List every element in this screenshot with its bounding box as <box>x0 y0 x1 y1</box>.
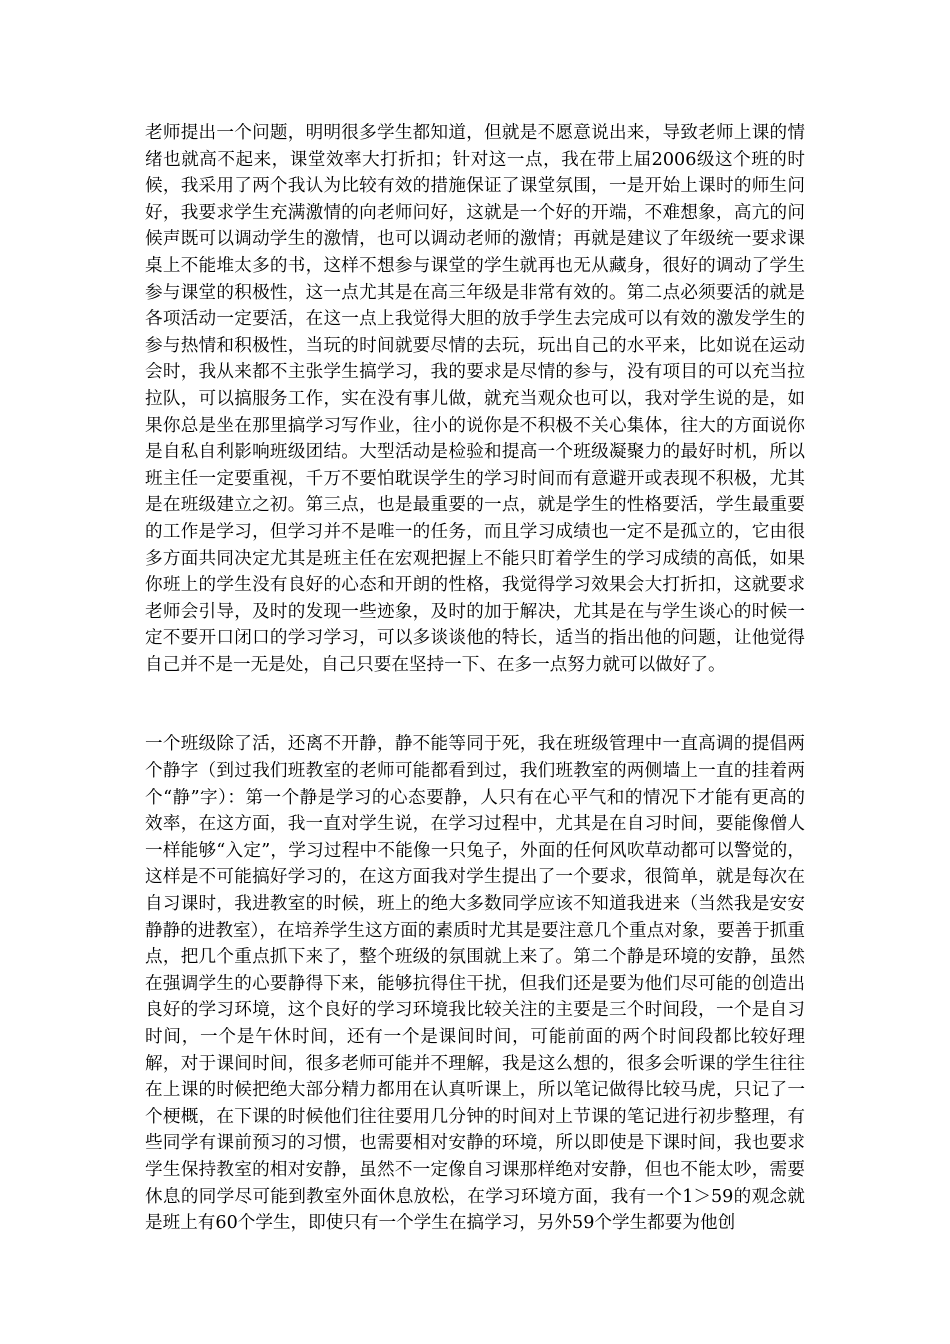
paragraph-quietness: 一个班级除了活，还离不开静，静不能等同于死，我在班级管理中一直高调的提倡两个静字（到过我们班教室的老师可能都看到过，我们班教室的两侧墙上一直的挂着两个“静”字）：第一个静是学习的心态要静，人只有在心平气和的情况下才能有更高的效率，在这方面，我一直对学生说，在学习过程中，尤其是在自习时间，要能像僧人一样能够“入定”，学习过程中不能像一只兔子，外面的任何风吹草动都可以警觉的，这样是不可能搞好学习的，在这方面我对学生提出了一个要求，很简单，就是每次在自习课时，我进教室的时候，班上的绝大多数同学应该不知道我进来（当然我是安安静静的进教室），在培养学生这方面的素质时尤其是要注意几个重点对象，要善于抓重点，把几个重点抓下来了，整个班级的氛围就上来了。第二个静是环境的安静，虽然在强调学生的心要静得下来，能够抗得住干扰，但我们还是要为他们尽可能的创造出良好的学习环境，这个良好的学习环境我比较关注的主要是三个时间段，一个是自习时间，一个是午休时间，还有一个是课间时间，可能前面的两个时间段都比较好理解，对于课间时间，很多老师可能并不理解，我是这么想的，很多会听课的学生往往在上课的时候把绝大部分精力都用在认真听课上，所以笔记做得比较马虎，只记了一个梗概，在下课的时候他们往往要用几分钟的时间对上节课的笔记进行初步整理，有些同学有课前预习的习惯，也需要相对安静的环境，所以即使是下课时间，我也要求学生保持教室的相对安静，虽然不一定像自习课那样绝对安静，但也不能太吵，需要休息的同学尽可能到教室外面休息放松，在学习环境方面，我有一个1＞59的观念就是班上有60个学生，即使只有一个学生在搞学习，另外59个学生都要为他创 <box>145 734 805 1234</box>
document-body <box>145 120 805 1237</box>
paragraph-gap <box>145 678 805 731</box>
paragraph-class-atmosphere: 老师提出一个问题，明明很多学生都知道，但就是不愿意说出来，导致老师上课的情绪也就高不起来，课堂效率大打折扣；针对这一点，我在带上届2006级这个班的时候，我采用了两个我认为比较有效的措施保证了课堂氛围，一是开始上课时的师生问好，我要求学生充满激情的向老师问好，这就是一个好的开端，不难想象，高亢的问候声既可以调动学生的激情，也可以调动老师的激情；再就是建议了年级统一要求课桌上不能堆太多的书，这样不想参与课堂的学生就再也无从藏身，很好的调动了学生参与课堂的积极性，这一点尤其是在高三年级是非常有效的。第二点必须要活的就是各项活动一定要活，在这一点上我觉得大胆的放手学生去完成可以有效的激发学生的参与热情和积极性，当玩的时间就要尽情的去玩，玩出自己的水平来，比如说在运动会时，我从来都不主张学生搞学习，我的要求是尽情的参与，没有项目的可以充当拉拉队，可以搞服务工作，实在没有事儿做，就充当观众也可以，我对学生说的是，如果你总是坐在那里搞学习写作业，往小的说你是不积极不关心集体，往大的方面说你是自私自利影响班级团结。大型活动是检验和提高一个班级凝聚力的最好时机，所以班主任一定要重视，千万不要怕耽误学生的学习时间而有意避开或表现不积极，尤其是在班级建立之初。第三点，也是最重要的一点，就是学生的性格要活，学生最重要的工作是学习，但学习并不是唯一的任务，而且学习成绩也一定不是孤立的，它由很多方面共同决定尤其是班主任在宏观把握上不能只盯着学生的学习成绩的高低，如果你班上的学生没有良好的心态和开朗的性格，我觉得学习效果会大打折扣，这就要求老师会引导，及时的发现一些迹象，及时的加于解决，尤其是在与学生谈心的时候一定不要开口闭口的学习学习，可以多谈谈他的特长，适当的指出他的问题，让他觉得自己并不是一无是处，自己只要在坚持一下、在多一点努力就可以做好了。 <box>145 123 805 675</box>
